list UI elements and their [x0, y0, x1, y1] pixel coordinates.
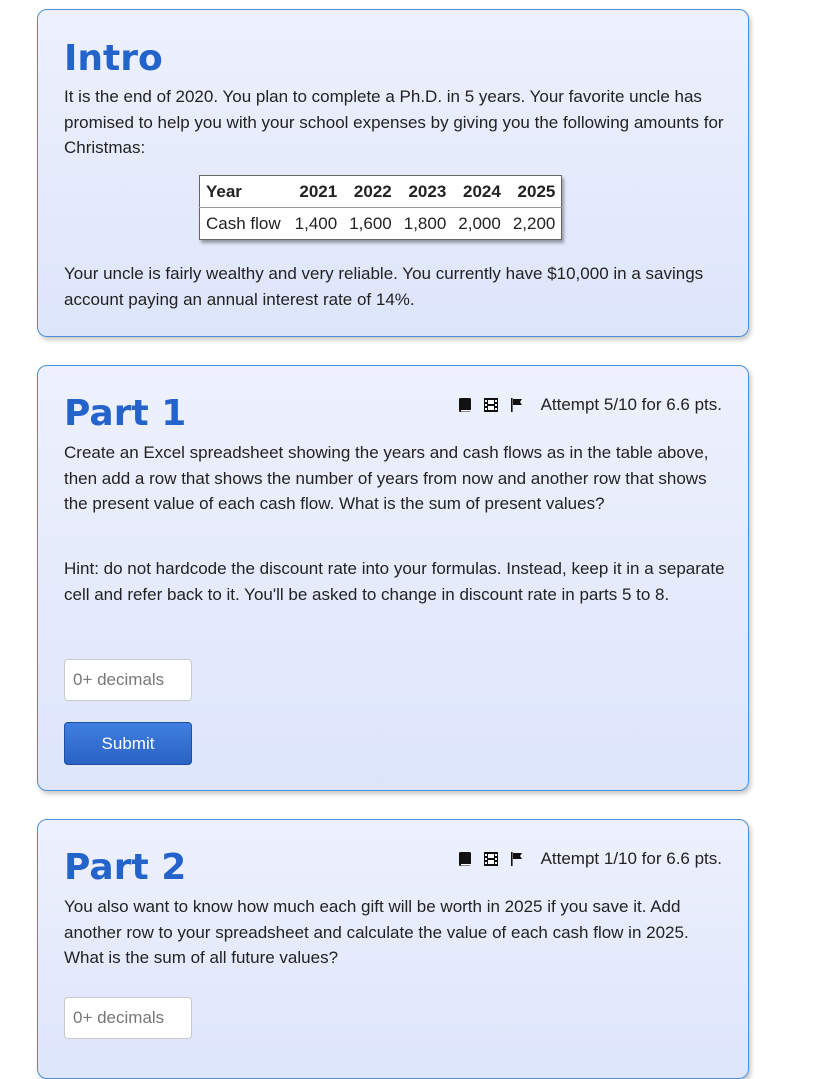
part2-title: Part 2: [64, 847, 187, 888]
flag-icon[interactable]: [509, 395, 525, 415]
submit-button[interactable]: Submit: [64, 722, 192, 765]
part1-toolbar: [457, 393, 722, 417]
part2-toolbar: [457, 847, 722, 871]
table-cashflow-cell: 2,000: [458, 213, 501, 233]
intro-card: [37, 9, 749, 337]
table-year-cell: 2022: [343, 176, 398, 208]
answer-input[interactable]: [64, 997, 192, 1039]
film-icon[interactable]: [483, 395, 499, 415]
part2-card: [37, 819, 749, 1079]
part1-title: Part 1: [64, 393, 187, 434]
part1-hint: Hint: do not hardcode the discount rate into your formulas. Instead, keep it in a separate cell and refer back to it. You'll be asked to change in discount rate in parts 5 to 8.: [64, 559, 725, 604]
table-year-cell: 2024: [452, 176, 507, 208]
table-cashflow-cell: 1,400: [294, 213, 338, 233]
attempt-counter: Attempt 5/10 for 6.6 pts.: [540, 395, 722, 414]
table-header-label: Year: [200, 176, 289, 208]
table-row-label: Cash flow: [206, 213, 281, 233]
cash-flow-table: [199, 175, 562, 240]
book-icon[interactable]: [457, 849, 473, 869]
intro-title: Intro: [64, 38, 163, 79]
table-year-cell: 2023: [398, 176, 453, 208]
table-row: [200, 208, 562, 240]
part1-card: [37, 365, 749, 791]
table-cashflow-cell: 1,600: [349, 213, 392, 233]
book-icon[interactable]: [457, 395, 473, 415]
intro-paragraph-2: Your uncle is fairly wealthy and very reliable. You currently have $10,000 in a savings account paying an annual interest rate of 14%.: [64, 264, 704, 309]
table-year-cell: 2021: [289, 176, 344, 208]
part2-question: You also want to know how much each gift will be worth in 2025 if you save it. Add another row to your spreadsheet and calculate the value of each cash flow in 2025. What is the sum of all future values?: [64, 897, 689, 968]
table-header-row: [200, 176, 562, 208]
table-cashflow-cell: 2,200: [512, 213, 556, 233]
attempt-counter: Attempt 1/10 for 6.6 pts.: [540, 849, 722, 868]
table-year-cell: 2025: [507, 176, 562, 208]
answer-input[interactable]: [64, 659, 192, 701]
flag-icon[interactable]: [509, 849, 525, 869]
table-cashflow-cell: 1,800: [403, 213, 447, 233]
film-icon[interactable]: [483, 849, 499, 869]
part1-question: Create an Excel spreadsheet showing the years and cash flows as in the table above, then add a row that shows the number of years from now and another row that shows the present value of each cash flow. What is the sum of present values?: [64, 443, 709, 514]
intro-paragraph: It is the end of 2020. You plan to complete a Ph.D. in 5 years. Your favorite uncle has promised to help you with your school expenses by giving you the following amounts for Christmas:: [64, 87, 724, 158]
